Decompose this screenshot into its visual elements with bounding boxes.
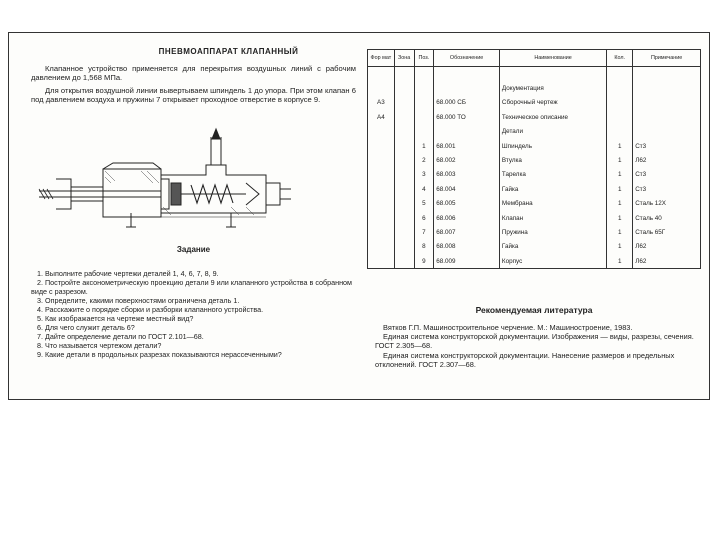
- table-cell: [434, 81, 500, 95]
- table-cell: Гайка: [499, 240, 606, 254]
- table-cell: [434, 67, 500, 82]
- literature-title: Рекомендуемая литература: [475, 305, 593, 315]
- table-cell: 1: [607, 182, 633, 196]
- table-cell: [607, 81, 633, 95]
- table-row: [368, 153, 701, 167]
- table-cell: Техническое описание: [499, 110, 606, 124]
- table-cell: Документация: [499, 81, 606, 95]
- table-cell: [633, 125, 701, 139]
- table-row: [368, 197, 701, 211]
- table-cell: 68.007: [434, 225, 500, 239]
- table-cell: [394, 153, 414, 167]
- table-cell: [368, 240, 395, 254]
- table-cell: 68.006: [434, 211, 500, 225]
- table-cell: 5: [414, 197, 434, 211]
- table-cell: [368, 81, 395, 95]
- table-cell: [633, 96, 701, 110]
- table-cell: 68.004: [434, 182, 500, 196]
- table-cell: 6: [414, 211, 434, 225]
- description-paragraph-1: Клапанное устройство применяется для перекрытия воздушных линий с рабочим давлением до 1,568 МПа.: [31, 64, 356, 83]
- table-cell: [394, 81, 414, 95]
- list-item: Единая система конструкторской документации. Изображения — виды, разрезы, сечения. ГОСТ 2.305—68.: [375, 332, 694, 351]
- table-cell: [414, 110, 434, 124]
- table-cell: [394, 240, 414, 254]
- table-cell: Шпиндель: [499, 139, 606, 153]
- table-cell: Тарелка: [499, 168, 606, 182]
- table-cell: [633, 81, 701, 95]
- table-cell: [607, 125, 633, 139]
- table-cell: [394, 110, 414, 124]
- table-cell: Л62: [633, 254, 701, 269]
- table-cell: Ст3: [633, 168, 701, 182]
- table-cell: Сталь 65Г: [633, 225, 701, 239]
- table-cell: [394, 211, 414, 225]
- table-cell: [394, 182, 414, 196]
- table-cell: [368, 125, 395, 139]
- table-cell: 68.000 СБ: [434, 96, 500, 110]
- table-row: [368, 225, 701, 239]
- list-item: 3. Определите, какими поверхностями ограничена деталь 1.: [37, 296, 240, 305]
- table-header-row: [368, 50, 701, 67]
- table-cell: [394, 168, 414, 182]
- table-cell: [394, 96, 414, 110]
- table-cell: 3: [414, 168, 434, 182]
- table-cell: 1: [414, 139, 434, 153]
- table-cell: Детали: [499, 125, 606, 139]
- specification-table-body: [368, 67, 701, 269]
- table-cell: [368, 168, 395, 182]
- table-row: [368, 81, 701, 95]
- table-cell: Л62: [633, 240, 701, 254]
- list-item: 2. Постройте аксонометрическую проекцию детали 9 или клапанного устройства в собранном виде с разрезом.: [31, 278, 352, 296]
- task-title: Задание: [176, 245, 211, 254]
- literature-list: [375, 323, 701, 369]
- table-cell: [394, 67, 414, 82]
- column-header: Кол.: [607, 50, 633, 67]
- table-cell: 4: [414, 182, 434, 196]
- table-cell: 68.000 ТО: [434, 110, 500, 124]
- table-cell: Клапан: [499, 211, 606, 225]
- table-cell: [414, 96, 434, 110]
- table-row: [368, 182, 701, 196]
- table-cell: 68.003: [434, 168, 500, 182]
- table-cell: [394, 254, 414, 269]
- list-item: 8. Что называется чертежом детали?: [37, 341, 162, 350]
- table-row: [368, 240, 701, 254]
- table-cell: 1: [607, 240, 633, 254]
- table-cell: [394, 197, 414, 211]
- table-cell: 1: [607, 211, 633, 225]
- table-cell: 7: [414, 225, 434, 239]
- table-cell: [607, 110, 633, 124]
- table-cell: 68.002: [434, 153, 500, 167]
- left-column: [31, 47, 356, 105]
- table-cell: Сталь 40: [633, 211, 701, 225]
- table-cell: [607, 96, 633, 110]
- table-cell: [368, 67, 395, 82]
- table-cell: [368, 254, 395, 269]
- column-header: Обозначение: [434, 50, 500, 67]
- table-cell: [414, 81, 434, 95]
- table-cell: [368, 153, 395, 167]
- table-cell: Л62: [633, 153, 701, 167]
- table-row: [368, 96, 701, 110]
- table-row: [368, 139, 701, 153]
- list-item: 9. Какие детали в продольных разрезах показываются нерассеченными?: [37, 350, 282, 359]
- table-cell: 2: [414, 153, 434, 167]
- table-cell: [394, 139, 414, 153]
- task-list: [31, 269, 356, 359]
- table-cell: 68.009: [434, 254, 500, 269]
- column-header: Поз.: [414, 50, 434, 67]
- table-cell: Пружина: [499, 225, 606, 239]
- column-header: Зона: [394, 50, 414, 67]
- table-cell: [368, 197, 395, 211]
- table-cell: [394, 125, 414, 139]
- table-cell: 1: [607, 139, 633, 153]
- table-cell: 68.001: [434, 139, 500, 153]
- table-row: [368, 168, 701, 182]
- table-cell: Втулка: [499, 153, 606, 167]
- description-paragraph-2: Для открытия воздушной линии вывертываем шпиндель 1 до упора. При этом клапан 6 под давлением воздуха и пружины 7 открывает проходное отверстие в корпусе 9.: [31, 85, 356, 105]
- table-cell: Мембрана: [499, 197, 606, 211]
- table-cell: 1: [607, 168, 633, 182]
- table-cell: [414, 125, 434, 139]
- table-cell: Сборочный чертеж: [499, 96, 606, 110]
- table-cell: [633, 110, 701, 124]
- table-cell: [607, 67, 633, 82]
- list-item: 6. Для чего служит деталь 6?: [37, 323, 135, 332]
- list-item: Вятков Г.П. Машиностроительное черчение. М.: Машиностроение, 1983.: [383, 323, 633, 332]
- table-cell: Ст3: [633, 182, 701, 196]
- list-item: 5. Как изображается на чертеже местный вид?: [37, 314, 194, 323]
- column-header: Фор мат: [368, 50, 395, 67]
- table-cell: [368, 182, 395, 196]
- column-header: Наименование: [499, 50, 606, 67]
- table-cell: 9: [414, 254, 434, 269]
- table-cell: [499, 67, 606, 82]
- table-cell: [368, 225, 395, 239]
- table-cell: А4: [368, 110, 395, 124]
- table-cell: 1: [607, 225, 633, 239]
- table-row: [368, 110, 701, 124]
- table-cell: 8: [414, 240, 434, 254]
- table-cell: 1: [607, 197, 633, 211]
- table-cell: 68.008: [434, 240, 500, 254]
- table-cell: Гайка: [499, 182, 606, 196]
- table-cell: 1: [607, 153, 633, 167]
- table-row: [368, 67, 701, 82]
- table-cell: 68.005: [434, 197, 500, 211]
- list-item: 7. Дайте определение детали по ГОСТ 2.101—68.: [37, 332, 204, 341]
- document-sheet: [8, 32, 710, 400]
- table-row: [368, 125, 701, 139]
- table-cell: [368, 139, 395, 153]
- document-title: ПНЕВМОАППАРАТ КЛАПАННЫЙ: [158, 47, 299, 56]
- table-cell: 1: [607, 254, 633, 269]
- list-item: 4. Расскажите о порядке сборки и разборки клапанного устройства.: [37, 305, 264, 314]
- list-item: 1. Выполните рабочие чертежи деталей 1, 4, 6, 7, 8, 9.: [37, 269, 219, 278]
- column-header: Примечание: [633, 50, 701, 67]
- specification-table: [367, 49, 701, 269]
- table-cell: Корпус: [499, 254, 606, 269]
- list-item: Единая система конструкторской документации. Нанесение размеров и предельных отклонений. ГОСТ 2.307—68.: [375, 350, 675, 369]
- table-cell: [394, 225, 414, 239]
- table-row: [368, 211, 701, 225]
- table-cell: Сталь 12Х: [633, 197, 701, 211]
- table-cell: [368, 211, 395, 225]
- table-cell: [414, 67, 434, 82]
- table-row: [368, 254, 701, 269]
- table-cell: Ст3: [633, 139, 701, 153]
- table-cell: А3: [368, 96, 395, 110]
- valve-assembly-drawing: [31, 127, 356, 239]
- table-cell: [633, 67, 701, 82]
- table-cell: [434, 125, 500, 139]
